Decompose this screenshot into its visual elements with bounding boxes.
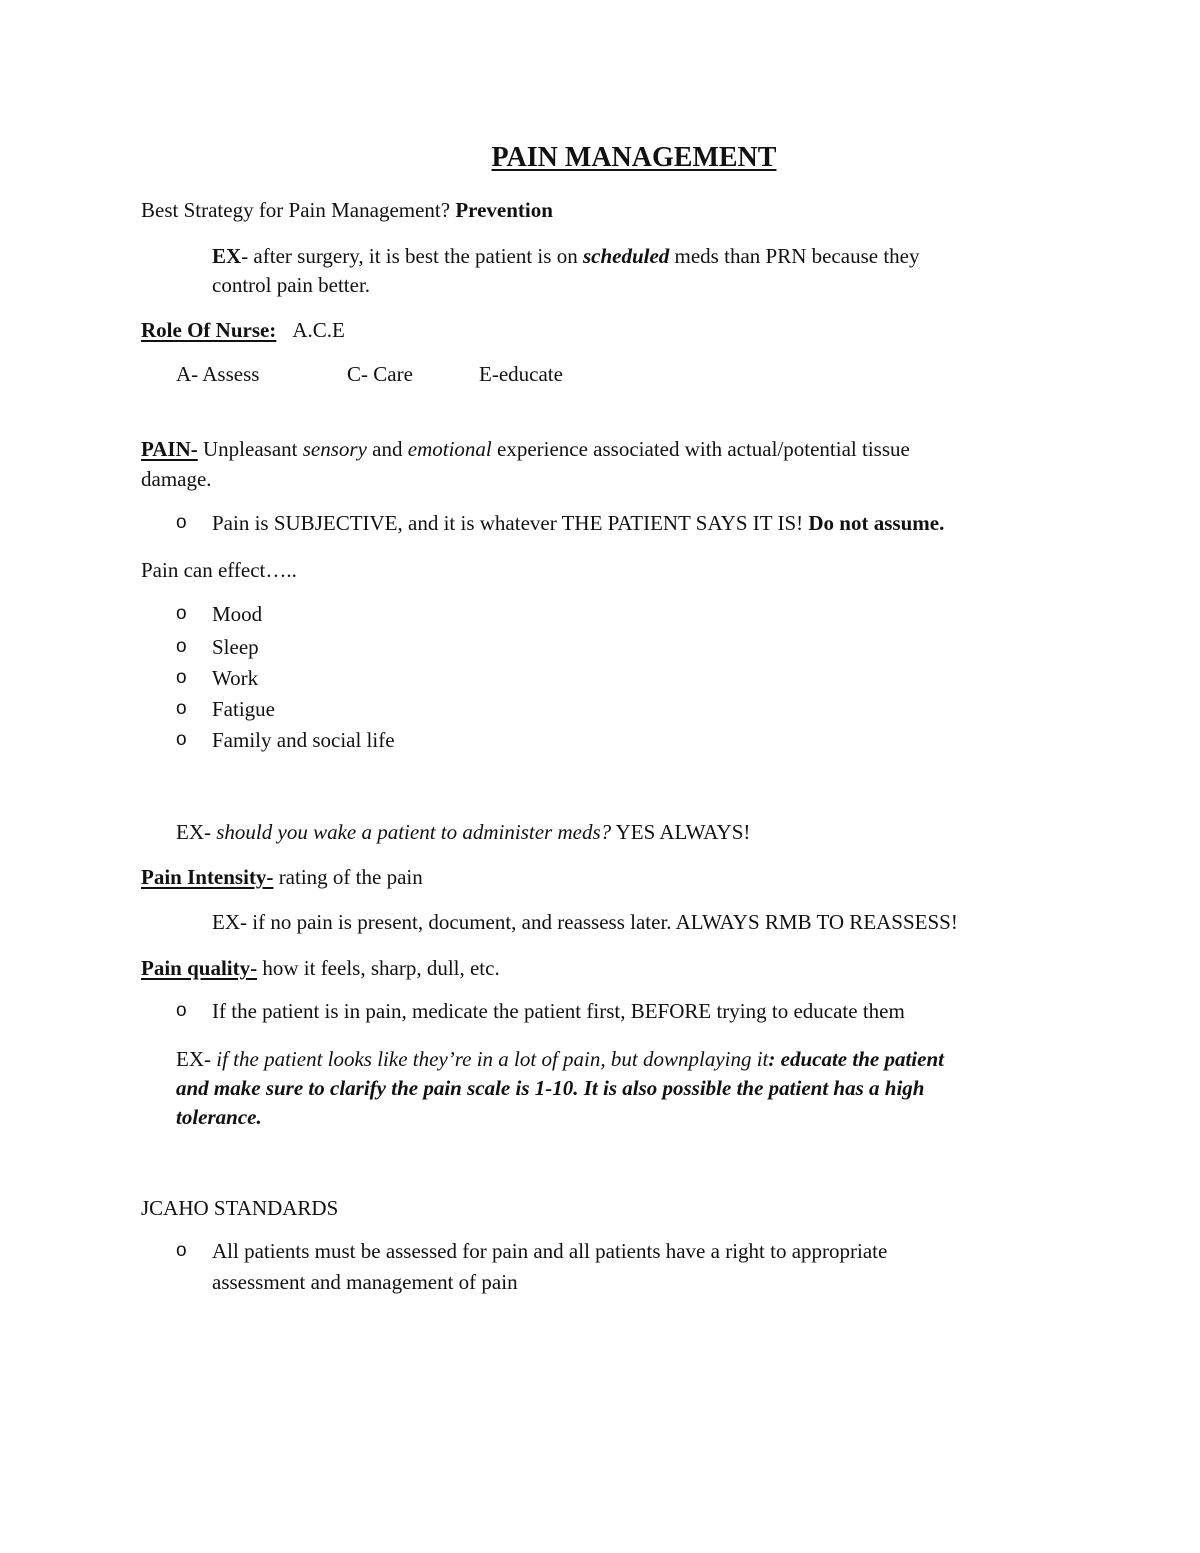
bullet-marker: o bbox=[176, 729, 187, 750]
example3-prefix: EX- bbox=[176, 1047, 217, 1071]
quality-label: Pain quality- bbox=[141, 956, 258, 980]
jcaho-heading: JCAHO STANDARDS bbox=[141, 1196, 339, 1220]
intensity-example: EX- if no pain is present, document, and reassess later. ALWAYS RMB TO REASSESS! bbox=[212, 910, 958, 934]
quality-bullet-text: If the patient is in pain, medicate the patient first, BEFORE trying to educate them bbox=[212, 999, 905, 1023]
pain-def-text-b: and bbox=[366, 437, 408, 461]
bullet-marker: o bbox=[176, 1000, 187, 1021]
bullet-marker: o bbox=[176, 636, 187, 657]
intensity-line bbox=[141, 862, 423, 892]
role-item-assess: A- Assess bbox=[176, 362, 260, 386]
subjective-main: Pain is SUBJECTIVE, and it is whatever THE PATIENT SAYS IT IS! bbox=[212, 511, 809, 535]
wake-prefix: EX- bbox=[176, 820, 217, 844]
pain-def-sensory: sensory bbox=[302, 437, 367, 461]
role-value: A.C.E bbox=[292, 318, 345, 342]
pain-def-text-c: experience associated with actual/potential tissue bbox=[491, 437, 910, 461]
bullet-marker: o bbox=[176, 1240, 187, 1261]
strategy-answer: Prevention bbox=[455, 198, 553, 222]
example3-line3: tolerance. bbox=[176, 1105, 262, 1129]
effects-heading: Pain can effect….. bbox=[141, 558, 297, 582]
wake-example bbox=[176, 817, 750, 847]
page-title: PAIN MANAGEMENT bbox=[491, 142, 777, 173]
example3-italic: if the patient looks like they’re in a lot of pain, but downplaying it bbox=[216, 1047, 769, 1071]
bullet-marker: o bbox=[176, 512, 187, 533]
pain-def-emotional: emotional bbox=[407, 437, 492, 461]
wake-question: should you wake a patient to administer meds? bbox=[216, 820, 612, 844]
bullet-marker: o bbox=[176, 698, 187, 719]
example1-line2: control pain better. bbox=[212, 273, 371, 297]
quality-text: how it feels, sharp, dull, etc. bbox=[257, 956, 500, 980]
subjective-bold: Do not assume. bbox=[808, 511, 945, 535]
strategy-question: Best Strategy for Pain Management? bbox=[141, 198, 456, 222]
effect-item-mood: Mood bbox=[212, 602, 263, 626]
pain-definition-line1 bbox=[141, 434, 910, 464]
pain-def-text-a: Unpleasant bbox=[197, 437, 303, 461]
role-item-educate: E-educate bbox=[479, 362, 563, 386]
effect-item-work: Work bbox=[212, 666, 259, 690]
intensity-text: rating of the pain bbox=[273, 865, 423, 889]
example1-text-b: meds than PRN because they bbox=[669, 244, 920, 268]
effect-item-fatigue: Fatigue bbox=[212, 697, 275, 721]
quality-line bbox=[141, 953, 500, 983]
example3-line2: and make sure to clarify the pain scale is 1-10. It is also possible the patient has a high bbox=[176, 1076, 925, 1100]
subjective-text bbox=[212, 508, 944, 538]
example3-bold1: : educate the patient bbox=[768, 1047, 944, 1071]
pain-definition-line2: damage. bbox=[141, 467, 212, 491]
role-label: Role Of Nurse: bbox=[141, 318, 277, 342]
role-line bbox=[141, 315, 345, 345]
bullet-marker: o bbox=[176, 603, 187, 624]
jcaho-line1: All patients must be assessed for pain and all patients have a right to appropriate bbox=[212, 1239, 888, 1263]
example1-text-a: - after surgery, it is best the patient is on bbox=[241, 244, 583, 268]
example1-line1 bbox=[212, 241, 919, 271]
example1-label: EX bbox=[212, 244, 242, 268]
jcaho-line2: assessment and management of pain bbox=[212, 1270, 518, 1294]
effect-item-family: Family and social life bbox=[212, 728, 395, 752]
pain-label: PAIN- bbox=[141, 437, 198, 461]
strategy-line bbox=[141, 195, 553, 225]
role-item-care: C- Care bbox=[347, 362, 413, 386]
effect-item-sleep: Sleep bbox=[212, 635, 259, 659]
bullet-marker: o bbox=[176, 667, 187, 688]
intensity-label: Pain Intensity- bbox=[141, 865, 274, 889]
wake-answer: YES ALWAYS! bbox=[611, 820, 751, 844]
example3-line1 bbox=[176, 1044, 944, 1074]
example1-emphasis: scheduled bbox=[582, 244, 670, 268]
